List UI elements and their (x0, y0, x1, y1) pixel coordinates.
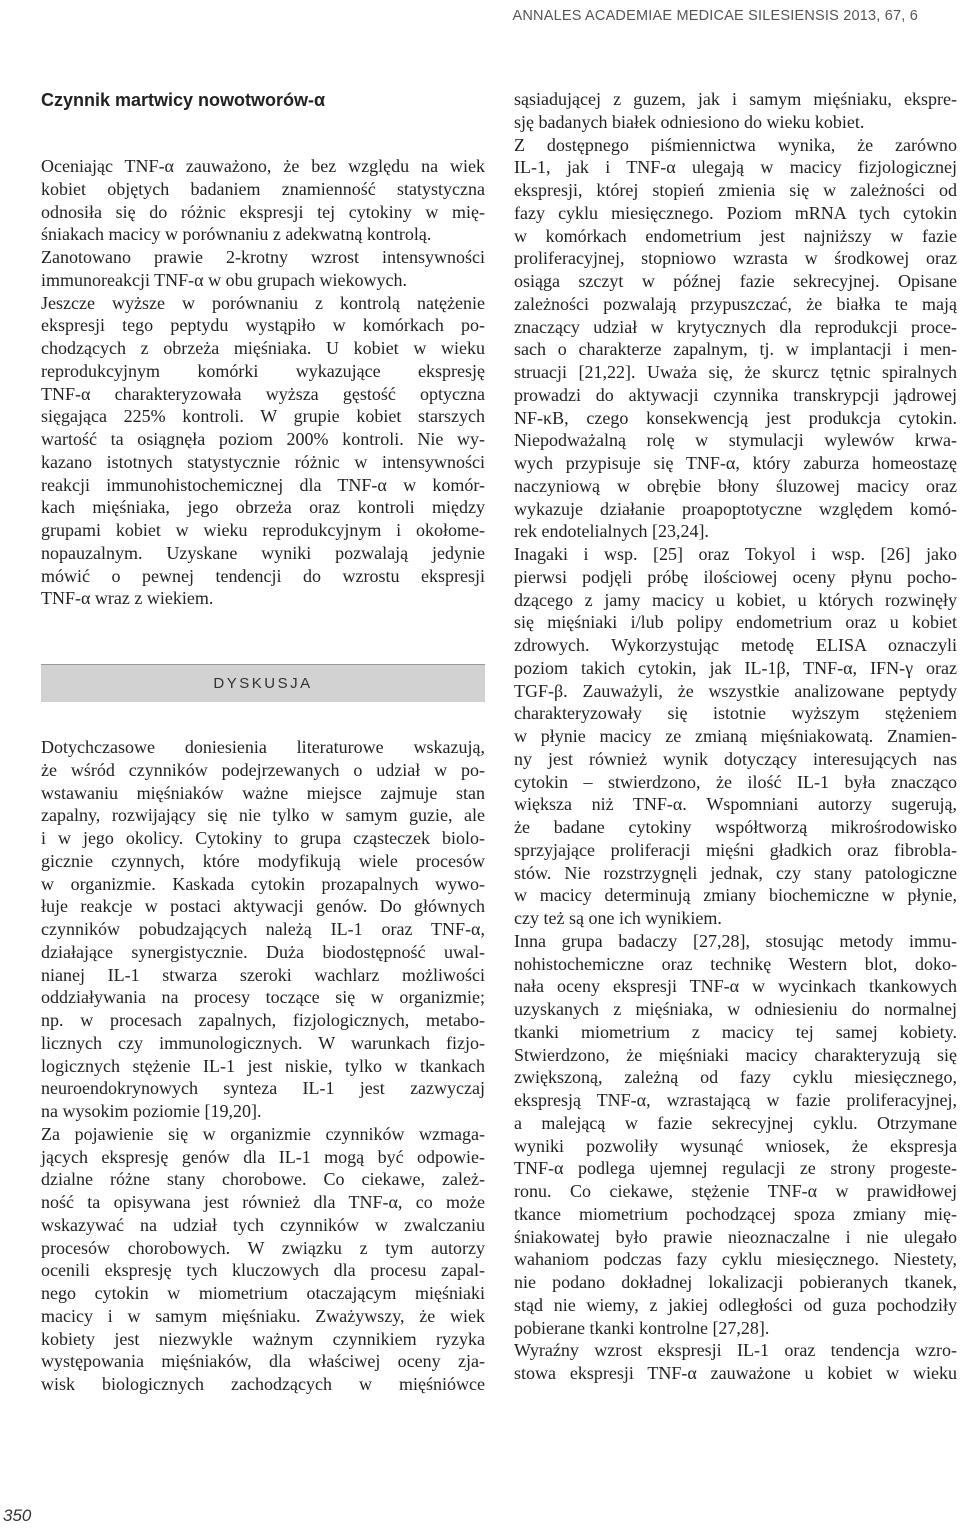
text-line: uzyskanych z mięśniaka, w odniesieniu do normalnej (514, 999, 957, 1019)
text-line: wisk biologicznych zachodzących w mięśniówce (41, 1374, 485, 1394)
text-line: Za pojawienie się w organizmie czynników wzmaga- (41, 1123, 485, 1144)
text-line: TNF-α podlega ujemnej regulacji ze strony progeste- (514, 1158, 957, 1179)
text-line: odnosiła się do różnic ekspresji tej cytokiny w mię- (41, 201, 485, 222)
text-line: kobiet objętych badaniem znamienność statystyczna (41, 178, 485, 199)
text-line: stąd nie wiemy, z jakiej odległości od guza pochodziły (514, 1294, 957, 1315)
text-line: w płynie macicy ze zmianą mięśniakowatą. Znamien- (514, 726, 957, 746)
text-line: że badane cytokiny współtworzą mikrośrodowisko (514, 817, 957, 837)
text-line: ność ta opisywana jest również dla TNF-α, co może (41, 1192, 485, 1212)
text-line: cytokin – stwierdzono, że ilość IL-1 była znacząco (514, 771, 957, 792)
text-line: fazy cyklu miesięcznego. Poziom mRNA tych cytokin (514, 202, 957, 223)
text-line: dzącego z jamy macicy u kobiet, u których rozwinęły (514, 589, 957, 610)
text-line: licznych czy immunologicznych. W warunkach fizjo- (41, 1032, 485, 1053)
text-line: że wśród czynników podejrzewanych o udział w po- (41, 759, 485, 780)
text-line: i w jego okolicy. Cytokiny to grupa cząsteczek biolo- (41, 828, 485, 848)
text-line: w organizmie. Kaskada cytokin prozapalnych wywo- (41, 873, 485, 894)
text-line: Wyraźny wzrost ekspresji IL-1 oraz tendencja wzro- (514, 1340, 957, 1361)
text-line: ekspresji, której stopień zmienia się w zależności od (514, 180, 957, 200)
text-line: nohistochemiczne oraz technikę Western blot, doko- (514, 953, 957, 974)
text-line: Oceniając TNF-α zauważono, że bez względu na wiek (41, 156, 485, 176)
text-line: nianej IL-1 stwarza szeroki wachlarz możliwości (41, 964, 485, 985)
text-line: większa niż TNF-α. Wspomniani autorzy sugerują, (514, 794, 957, 815)
page-number: 350 (3, 1506, 32, 1525)
text-line: logicznych stężenie IL-1 jest niskie, tylko w tkankach (41, 1055, 485, 1076)
text-line: zdrowych. Wykorzystując metodę ELISA oznaczyli (514, 635, 957, 655)
text-line: IL-1, jak i TNF-α ulegają w macicy fizjologicznej (514, 157, 957, 178)
text-line: np. w procesach zapalnych, fizjologicznych, metabo- (41, 1010, 485, 1030)
text-line: działające synergistycznie. Duża biodostępność uwal- (41, 941, 485, 962)
text-line: na wysokim poziomie [19,20]. (41, 1101, 262, 1121)
text-line: sprzyjające proliferacji mięśni gładkich oraz fibrobla- (514, 839, 957, 860)
discussion-text (41, 736, 485, 1396)
text-line: Stwierdzono, że mięśniaki macicy charakteryzują się (514, 1044, 957, 1065)
text-line: sąsiadującej z guzem, jak i samym mięśniaku, ekspre- (514, 89, 957, 109)
text-line: Jeszcze wyższe w porównaniu z kontrolą natężenie (41, 292, 485, 313)
text-line: łuje reakcje w postaci aktywacji genów. Do głównych (41, 896, 485, 917)
text-line: a malejącą w fazie sekrecyjnej cyklu. Otrzymane (514, 1112, 957, 1133)
text-line: prowadzi do aktywacji czynnika transkrypcji jądrowej (514, 384, 957, 405)
text-line: kobiety jest niezwykle ważnym czynnikiem ryzyka (41, 1328, 485, 1349)
text-line: ny jest również wynik dotyczący interesujących nas (514, 748, 957, 769)
text-line: proliferacyjnej, stopniowo wzrasta w środkowej oraz (514, 248, 957, 269)
text-line: ocenili ekspresję tych kluczowych dla procesu zapal- (41, 1260, 485, 1281)
text-line: struacji [21,22]. Uważa się, że skurcz tętnic spiralnych (514, 362, 957, 382)
text-line: zapalny, rozwijający się nie tylko w samym guzie, ale (41, 805, 485, 826)
text-line: występowania mięśniaków, dla właściwej oceny zja- (41, 1351, 485, 1372)
text-line: wyniki pozwoliły wysunąć wniosek, że ekspresja (514, 1135, 957, 1156)
text-line: nego cytokin w miometrium otaczającym mięśniaki (41, 1283, 485, 1303)
text-line: nie podano dokładnej lokalizacji pobieranych tkanek, (514, 1272, 957, 1292)
text-line: macicy i w samym mięśniaku. Zważywszy, że wiek (41, 1305, 485, 1326)
text-line: sięgająca 225% kontroli. W grupie kobiet starszych (41, 406, 485, 427)
text-line: stowa ekspresji TNF-α zauważone u kobiet w wieku (514, 1363, 957, 1383)
right-column-text (514, 88, 957, 1385)
text-line: sję badanych białek odniesiono do wieku kobiet. (514, 111, 865, 132)
discussion-heading-bar (41, 664, 485, 702)
discussion-heading: DYSKUSJA (213, 675, 313, 692)
text-line: wartość ta osiągnęła poziom 200% kontroli. Nie wy- (41, 429, 485, 449)
text-line: ekspresją TNF-α, wzrastającą w fazie proliferacyjnej, (514, 1090, 957, 1110)
text-line: pobierane tkanki kontrolne [27,28]. (514, 1317, 770, 1338)
text-line: dzialne różne stany chorobowe. Co ciekawe, zależ- (41, 1169, 485, 1190)
text-line: nała oceny ekspresji TNF-α w wycinkach tkankowych (514, 976, 957, 997)
text-line: grupami kobiet w wieku reprodukcyjnym i okołome- (41, 520, 485, 540)
text-line: śniakowatej było prawie nieoznaczalne i nie ulegało (514, 1226, 957, 1247)
text-line: ronu. Co ciekawe, stężenie TNF-α w prawidłowej (514, 1181, 957, 1201)
text-line: tkance miometrium pochodzącej spoza zmiany mię- (514, 1203, 957, 1224)
text-line: się mięśniaki i/lub polipy endometrium oraz u kobiet (514, 612, 957, 633)
text-line: reakcji immunohistochemicznej dla TNF-α w komór- (41, 474, 485, 495)
text-line: wykazuje działanie proapoptotyczne względem komó- (514, 498, 957, 519)
text-line: rek endotelialnych [23,24]. (514, 521, 709, 542)
text-line: neuroendokrynowych synteza IL-1 jest zazwyczaj (41, 1078, 485, 1099)
text-line: osiąga szczyt w późnej fazie sekrecyjnej. Opisane (514, 271, 957, 291)
text-line: charakteryzowały się istotnie wyższym stężeniem (514, 703, 957, 724)
text-line: chodzących z obrzeża mięśniaka. U kobiet w wieku (41, 338, 485, 358)
text-line: gicznie czynnych, które modyfikują wiele procesów (41, 850, 485, 871)
text-line: ekspresji tego peptydu wystąpiło w komórkach po- (41, 315, 485, 336)
text-line: zależności pozwalają przypuszczać, że białka te mają (514, 293, 957, 314)
text-line: wskazywać na udział tych czynników w zwalczaniu (41, 1214, 485, 1235)
text-line: reprodukcyjnym komórki wykazujące ekspresję (41, 360, 485, 381)
text-line: mówić o pewnej tendencji do wzrostu ekspresji (41, 565, 485, 586)
text-line: Niepodważalną rolę w stymulacji wylewów krwa- (514, 430, 957, 451)
running-header: ANNALES ACADEMIAE MEDICAE SILESIENSIS 2013, 67, 6 (512, 8, 918, 24)
text-line: Dotychczasowe doniesienia literaturowe wskazują, (41, 737, 485, 757)
text-line: tkanki miometrium z macicy tej samej kobiety. (514, 1021, 957, 1042)
text-line: wstawaniu mięśniaków ważne miejsce zajmuje stan (41, 782, 485, 803)
text-line: czynników pobudzających należą IL-1 oraz TNF-α, (41, 919, 485, 939)
text-line: Inna grupa badaczy [27,28], stosując metody immu- (514, 930, 957, 951)
text-line: śniakach macicy w porównaniu z adekwatną kontrolą. (41, 224, 432, 245)
text-line: NF-κB, czego konsekwencją jest produkcja cytokin. (514, 407, 957, 428)
text-line: kazano istotnych statystycznie różnic w intensywności (41, 451, 485, 472)
text-line: TGF-β. Zauważyli, że wszystkie analizowane peptydy (514, 680, 957, 701)
text-line: sach o charakterze zapalnym, tj. w implantacji i men- (514, 339, 957, 360)
text-line: poziom takich cytokin, jak IL-1β, TNF-α, IFN-γ oraz (514, 657, 957, 678)
text-line: immunoreakcji TNF-α w obu grupach wiekowych. (41, 269, 408, 290)
text-line: jących ekspresję genów dla IL-1 mogą być odpowie- (41, 1146, 485, 1167)
text-line: czy też są one ich wynikiem. (514, 908, 722, 928)
text-line: procesów chorobowych. W związku z tym autorzy (41, 1237, 485, 1258)
text-line: Zanotowano prawie 2-krotny wzrost intensywności (41, 247, 485, 267)
section-title: Czynnik martwicy nowotworów-α (41, 90, 326, 110)
text-line: w macicy determinują zmiany biochemiczne w płynie, (514, 885, 957, 906)
text-line: wych przypisuje się TNF-α, który zaburza homeostazę (514, 453, 957, 473)
text-line: TNF-α charakteryzowała wyższa gęstość optyczna (41, 383, 485, 404)
text-line: Inagaki i wsp. [25] oraz Tokyol i wsp. [26] jako (514, 544, 957, 564)
text-line: kach mięśniaka, jego obrzeża oraz kontroli między (41, 497, 485, 518)
text-line: TNF-α wraz z wiekiem. (41, 588, 214, 609)
text-line: stów. Nie rozstrzygnęli jednak, czy stany patologiczne (514, 862, 957, 883)
text-line: naczyniową w obrębie błony śluzowej macicy oraz (514, 475, 957, 496)
text-line: Z dostępnego piśmiennictwa wynika, że zarówno (514, 134, 957, 155)
text-line: oddziaływania na procesy toczące się w organizmie; (41, 987, 485, 1008)
results-text (41, 155, 485, 610)
text-line: pierwsi podjęli próbę ilościowej oceny płynu pocho- (514, 566, 957, 587)
text-line: zwiększoną, zależną od fazy cyklu miesięcznego, (514, 1067, 957, 1088)
text-line: nopauzalnym. Uzyskane wyniki pozwalają jedynie (41, 542, 485, 563)
text-line: znaczący udział w krytycznych dla reprodukcji proce- (514, 316, 957, 337)
text-line: wahaniom podczas fazy cyklu miesięcznego. Niestety, (514, 1249, 957, 1270)
text-line: w komórkach endometrium jest najniższy w fazie (514, 225, 957, 246)
